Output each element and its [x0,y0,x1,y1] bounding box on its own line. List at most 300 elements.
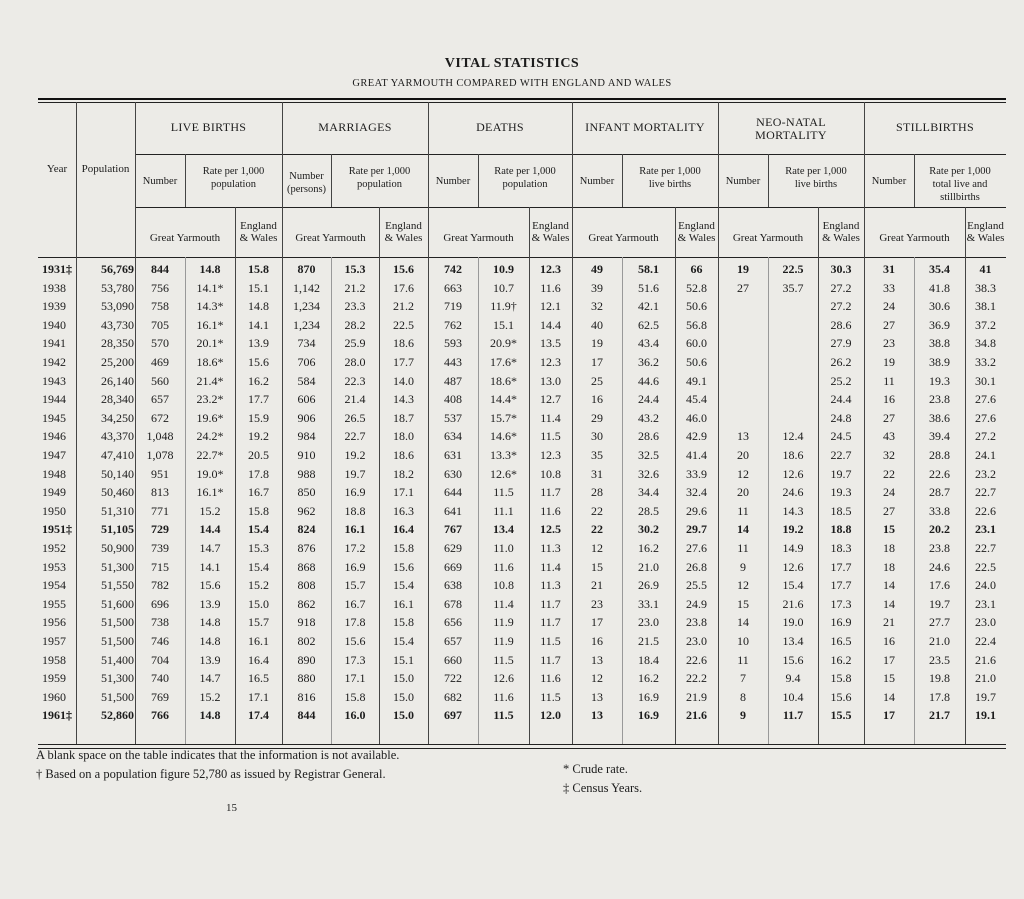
live-births-ew-rate-cell: 15.1 [248,280,269,295]
deaths-gy-rate-cell: 13.3* [490,448,517,462]
neo-natal-mortality-ew-rate-cell: 22.7 [830,448,852,462]
marriages-number-label: (persons) [286,184,327,195]
deaths-ew-rate-cell: 11.4 [540,410,561,425]
stillbirths-ew-rate-cell: 22.5 [975,559,996,574]
live-births-number-label: Number [142,176,178,187]
infant-mortality-ew-rate-cell: 23.0 [686,634,707,648]
marriages-ew-rate-cell: 15.4 [393,634,414,648]
marriages-number-cell: 1,234 [293,317,320,332]
rule-data-top [38,257,1006,258]
marriages-great-yarmouth-label: Great Yarmouth [295,232,366,244]
deaths-ew-rate-cell: 12.5 [540,522,561,537]
stillbirths-gy-rate-cell: 23.8 [929,392,950,407]
infant-mortality-england-wales-label: & Wales [677,232,716,244]
neo-natal-mortality-ew-rate-cell: 28.6 [830,317,852,332]
deaths-gy-rate-cell: 14.4* [490,392,517,407]
infant-mortality-gy-rate-cell: 16.9 [638,708,659,723]
deaths-gy-rate-cell: 15.1 [493,317,514,332]
neo-natal-mortality-gy-rate-cell: 12.4 [782,429,804,444]
neo-natal-mortality-ew-rate-cell: 25.2 [830,373,852,388]
stillbirths-ew-rate-cell: 19.7 [975,689,996,704]
live-births-ew-rate-cell: 17.7 [248,392,269,407]
infant-mortality-ew-rate-cell: 26.8 [686,559,707,574]
marriages-ew-rate-cell: 17.1 [393,485,414,500]
infant-mortality-ew-rate-cell: 29.7 [686,522,707,537]
live-births-england-wales-label: & Wales [239,232,278,244]
deaths-gy-rate-cell: 10.7 [493,280,514,295]
neo-natal-mortality-gy-rate-cell: 35.7 [782,280,804,295]
live-births-number-cell: 560 [151,373,169,388]
marriages-number-cell: 1,234 [293,299,320,314]
live-births-gy-rate-cell: 14.7 [199,671,221,686]
deaths-ew-rate-cell: 11.7 [540,485,561,500]
row-year: 1960 [42,689,66,704]
live-births-ew-rate-cell: 16.5 [248,671,269,686]
neo-natal-mortality-gy-rate-cell: 11.7 [782,708,804,723]
live-births-number-cell: 715 [151,559,169,574]
row-population: 51,310 [101,503,134,518]
deaths-gy-rate-cell: 17.6* [490,355,517,369]
infant-mortality-ew-rate-cell: 27.6 [686,541,707,555]
infant-mortality-number-cell: 12 [591,671,603,686]
neo-natal-mortality-ew-rate-cell: 24.5 [830,429,852,444]
deaths-gy-rate-cell: 11.4 [493,596,514,611]
marriages-ew-rate-cell: 15.4 [393,578,414,593]
deaths-gy-rate-cell: 11.6 [493,689,514,704]
stillbirths-number-cell: 21 [883,615,895,630]
live-births-gy-rate-cell: 16.1* [196,485,224,500]
infant-mortality-ew-rate-cell: 46.0 [686,410,707,425]
live-births-ew-rate-cell: 15.7 [248,615,269,630]
live-births-number-cell: 844 [151,262,169,276]
stillbirths-ew-rate-cell: 24.0 [975,578,996,593]
marriages-gy-rate-cell: 17.8 [344,615,366,630]
live-births-gy-rate-cell: 20.1* [196,336,224,351]
deaths-ew-rate-cell: 11.5 [540,689,561,704]
neo-natal-mortality-number-cell: 9 [740,708,746,723]
stillbirths-number-cell: 27 [883,410,895,425]
marriages-ew-rate-cell: 21.2 [393,299,414,314]
live-births-ew-rate-cell: 14.8 [248,299,269,314]
marriages-ew-rate-cell: 15.1 [393,652,414,667]
live-births-number-cell: 704 [151,652,169,667]
marriages-ew-rate-cell: 15.0 [393,689,414,704]
marriages-ew-rate-cell: 18.2 [393,466,414,481]
marriages-gy-rate-cell: 16.0 [344,708,366,723]
infant-mortality-ew-rate-cell: 56.8 [686,317,707,332]
row-year: 1951‡ [42,522,72,537]
marriages-number-cell: 988 [297,466,316,481]
deaths-number-cell: 641 [444,503,462,518]
stillbirths-ew-rate-cell: 23.0 [975,615,996,630]
row-population: 56,769 [101,262,134,276]
marriages-ew-rate-cell: 17.7 [393,355,414,369]
neo-natal-mortality-ew-rate-cell: 27.9 [830,336,852,351]
footnote-blank-space: A blank space on the table indicates that the information is not available. [36,748,400,762]
live-births-gy-rate-cell: 13.9 [199,596,221,611]
neo-natal-mortality-number-label: Number [725,176,761,187]
live-births-number-cell: 729 [151,522,169,537]
infant-mortality-number-cell: 25 [591,373,603,388]
neo-natal-mortality-ew-rate-cell: 18.8 [830,522,852,537]
neo-natal-mortality-number-cell: 12 [737,578,749,593]
live-births-number-cell: 672 [151,410,169,425]
live-births-ew-rate-cell: 15.0 [248,596,269,611]
row-population: 51,300 [101,671,134,686]
row-population: 51,600 [101,596,134,611]
row-year: 1947 [42,448,66,462]
marriages-number-cell: 868 [297,559,316,574]
stillbirths-ew-rate-cell: 37.2 [975,317,996,332]
marriages-number-cell: 870 [297,262,316,276]
marriages-number-cell: 906 [297,410,316,425]
deaths-gy-rate-cell: 11.5 [493,485,514,500]
row-year: 1954 [42,578,66,593]
marriages-gy-rate-cell: 26.5 [344,410,366,425]
neo-natal-mortality-title: NEO-NATAL [756,115,826,129]
deaths-number-cell: 631 [444,448,462,462]
stillbirths-number-cell: 17 [883,652,895,667]
neo-natal-mortality-gy-rate-cell: 24.6 [782,485,804,500]
marriages-ew-rate-cell: 15.0 [393,708,414,723]
neo-natal-mortality-ew-rate-cell: 16.9 [830,615,852,630]
marriages-number-cell: 910 [297,448,316,462]
marriages-gy-rate-cell: 17.2 [344,541,366,555]
marriages-gy-rate-cell: 23.3 [344,299,366,314]
stillbirths-gy-rate-cell: 38.9 [929,355,950,369]
deaths-title: DEATHS [476,120,524,134]
marriages-number-cell: 1,142 [293,280,320,295]
infant-mortality-number-cell: 28 [591,485,603,500]
deaths-england-wales-label: & Wales [531,232,570,244]
stillbirths-ew-rate-cell: 27.2 [975,429,996,444]
marriages-gy-rate-cell: 17.1 [344,671,366,686]
deaths-gy-rate-cell: 11.5 [493,652,514,667]
live-births-number-cell: 657 [151,392,169,407]
live-births-ew-rate-cell: 15.4 [248,522,269,537]
neo-natal-mortality-ew-rate-cell: 18.5 [830,503,852,518]
infant-mortality-gy-rate-cell: 23.0 [638,615,659,630]
deaths-ew-rate-cell: 12.3 [540,355,561,369]
neo-natal-mortality-rate-label: Rate per 1,000 [785,166,847,177]
infant-mortality-number-cell: 16 [591,392,603,407]
live-births-ew-rate-cell: 15.2 [248,578,269,593]
infant-mortality-england-wales-label: England [678,220,715,232]
live-births-number-cell: 705 [151,317,169,332]
stillbirths-gy-rate-cell: 30.6 [929,299,950,314]
neo-natal-mortality-number-cell: 10 [737,634,749,648]
infant-mortality-gy-rate-cell: 44.6 [638,373,659,388]
infant-mortality-ew-rate-cell: 42.9 [686,429,707,444]
deaths-gy-rate-cell: 11.0 [493,541,514,555]
live-births-gy-rate-cell: 19.0* [196,466,224,481]
infant-mortality-ew-rate-cell: 29.6 [686,503,707,518]
live-births-gy-rate-cell: 23.2* [196,392,224,407]
live-births-number-cell: 696 [151,596,169,611]
live-births-gy-rate-cell: 22.7* [196,448,224,462]
stillbirths-ew-rate-cell: 41 [979,262,992,276]
row-year: 1952 [42,541,66,555]
live-births-rate-label: population [211,179,256,190]
live-births-ew-rate-cell: 17.8 [248,466,269,481]
infant-mortality-number-cell: 31 [591,466,603,481]
row-population: 28,350 [101,336,134,351]
neo-natal-mortality-ew-rate-cell: 17.7 [830,578,852,593]
infant-mortality-number-cell: 35 [591,448,603,462]
deaths-ew-rate-cell: 11.5 [540,634,561,648]
stillbirths-gy-rate-cell: 19.3 [929,373,950,388]
neo-natal-mortality-number-cell: 11 [737,503,749,518]
infant-mortality-number-cell: 22 [591,522,603,537]
deaths-number-cell: 660 [444,652,462,667]
stillbirths-number-cell: 18 [883,541,895,555]
marriages-number-cell: 984 [297,429,316,444]
stillbirths-number-cell: 23 [883,336,895,351]
live-births-gy-rate-cell: 14.7 [199,541,221,555]
infant-mortality-ew-rate-cell: 22.6 [686,652,707,667]
stillbirths-gy-rate-cell: 33.8 [929,503,950,518]
neo-natal-mortality-gy-rate-cell: 18.6 [782,448,804,462]
stillbirths-gy-rate-cell: 20.2 [929,522,950,537]
neo-natal-mortality-ew-rate-cell: 24.4 [830,392,852,407]
row-population: 50,900 [101,541,134,555]
row-year: 1939 [42,299,66,314]
marriages-gy-rate-cell: 15.8 [344,689,366,704]
infant-mortality-ew-rate-cell: 52.8 [686,280,707,295]
infant-mortality-ew-rate-cell: 22.2 [686,671,707,686]
neo-natal-mortality-gy-rate-cell: 19.0 [782,615,804,630]
stillbirths-gy-rate-cell: 24.6 [929,559,950,574]
neo-natal-mortality-ew-rate-cell: 19.3 [830,485,852,500]
live-births-number-cell: 769 [151,689,169,704]
row-population: 34,250 [101,410,134,425]
stillbirths-ew-rate-cell: 30.1 [975,373,996,388]
marriages-number-cell: 802 [297,634,316,648]
marriages-number-cell: 862 [297,596,316,611]
infant-mortality-number-cell: 19 [591,336,603,351]
page-title: VITAL STATISTICS [444,56,580,71]
neo-natal-mortality-ew-rate-cell: 15.8 [830,671,852,686]
deaths-number-cell: 638 [444,578,462,593]
infant-mortality-gy-rate-cell: 43.2 [638,410,659,425]
marriages-gy-rate-cell: 19.2 [344,448,366,462]
deaths-number-cell: 656 [444,615,462,630]
neo-natal-mortality-number-cell: 15 [737,596,749,611]
marriages-number-cell: 876 [297,541,316,555]
marriages-gy-rate-cell: 22.3 [344,373,366,388]
neo-natal-mortality-ew-rate-cell: 27.2 [830,280,852,295]
stillbirths-england-wales-label: England [967,220,1004,232]
deaths-number-cell: 593 [444,336,462,351]
row-year: 1940 [42,317,66,332]
neo-natal-mortality-number-cell: 11 [737,541,749,555]
row-year: 1943 [42,373,66,388]
deaths-number-cell: 669 [444,559,462,574]
deaths-ew-rate-cell: 11.7 [540,615,561,630]
stillbirths-number-cell: 24 [883,299,895,314]
live-births-gy-rate-cell: 24.2* [196,429,224,444]
deaths-ew-rate-cell: 11.7 [540,652,561,667]
deaths-number-cell: 487 [444,373,462,388]
live-births-gy-rate-cell: 14.8 [199,262,221,276]
stillbirths-gy-rate-cell: 22.6 [929,466,950,481]
infant-mortality-ew-rate-cell: 45.4 [686,392,707,407]
infant-mortality-gy-rate-cell: 34.4 [638,485,659,500]
stillbirths-rate-label: stillbirths [940,192,980,203]
infant-mortality-ew-rate-cell: 23.8 [686,615,707,630]
live-births-ew-rate-cell: 15.3 [248,541,269,555]
live-births-gy-rate-cell: 14.1 [199,559,221,574]
stillbirths-number-cell: 16 [883,634,895,648]
deaths-gy-rate-cell: 12.6 [493,671,514,686]
stillbirths-number-cell: 43 [883,429,895,444]
marriages-ew-rate-cell: 15.0 [393,671,414,686]
stillbirths-gy-rate-cell: 41.8 [929,280,950,295]
marriages-gy-rate-cell: 15.6 [344,634,366,648]
live-births-gy-rate-cell: 19.6* [196,410,224,425]
marriages-gy-rate-cell: 21.4 [344,392,366,407]
infant-mortality-gy-rate-cell: 43.4 [638,336,659,351]
row-year: 1953 [42,559,66,574]
neo-natal-mortality-gy-rate-cell: 19.2 [782,522,804,537]
neo-natal-mortality-ew-rate-cell: 19.7 [830,466,852,481]
row-population: 50,460 [101,485,134,500]
rule-top [38,102,1006,103]
stillbirths-gy-rate-cell: 38.8 [929,336,950,351]
row-population: 47,410 [101,448,134,462]
infant-mortality-gy-rate-cell: 33.1 [638,596,659,611]
deaths-number-cell: 663 [444,280,462,295]
marriages-england-wales-label: England [385,220,422,232]
live-births-ew-rate-cell: 16.4 [248,652,269,667]
stillbirths-gy-rate-cell: 28.8 [929,448,950,462]
live-births-ew-rate-cell: 15.6 [248,355,269,369]
marriages-ew-rate-cell: 18.6 [393,448,414,462]
neo-natal-mortality-number-cell: 14 [737,615,749,630]
infant-mortality-gy-rate-cell: 28.5 [638,503,659,518]
deaths-rate-label: population [502,179,548,190]
marriages-gy-rate-cell: 16.9 [344,559,366,574]
infant-mortality-gy-rate-cell: 16.9 [638,689,659,704]
stillbirths-ew-rate-cell: 21.0 [975,671,996,686]
infant-mortality-gy-rate-cell: 62.5 [638,317,659,332]
infant-mortality-ew-rate-cell: 50.6 [686,299,707,314]
stillbirths-title: STILLBIRTHS [896,120,974,134]
marriages-gy-rate-cell: 19.7 [344,466,366,481]
row-year: 1946 [42,429,66,444]
deaths-ew-rate-cell: 11.6 [540,671,561,686]
neo-natal-mortality-england-wales-label: England [822,220,860,232]
neo-natal-mortality-gy-rate-cell: 14.9 [782,541,804,555]
deaths-number-cell: 719 [444,299,462,314]
year-header: Year [46,163,68,175]
row-year: 1944 [42,392,66,407]
stillbirths-ew-rate-cell: 34.8 [975,336,996,351]
row-population: 51,105 [101,522,134,537]
infant-mortality-number-cell: 40 [591,317,603,332]
live-births-number-cell: 570 [151,336,169,351]
infant-mortality-gy-rate-cell: 42.1 [638,299,659,314]
footnote-dagger: † Based on a population figure 52,780 as issued by Registrar General. [36,767,386,781]
live-births-ew-rate-cell: 17.4 [248,708,269,723]
stillbirths-great-yarmouth-label: Great Yarmouth [879,232,950,244]
infant-mortality-ew-rate-cell: 21.6 [686,708,707,723]
live-births-number-cell: 782 [151,578,169,593]
live-births-number-cell: 469 [151,355,169,369]
deaths-gy-rate-cell: 11.9 [493,615,514,630]
stillbirths-number-cell: 11 [883,373,895,388]
marriages-ew-rate-cell: 15.8 [393,541,414,555]
row-population: 43,370 [101,429,134,444]
row-population: 28,340 [101,392,134,407]
infant-mortality-ew-rate-cell: 60.0 [686,336,707,351]
live-births-ew-rate-cell: 16.2 [248,373,269,388]
deaths-number-cell: 682 [444,689,462,704]
marriages-gy-rate-cell: 15.7 [344,578,366,593]
stillbirths-gy-rate-cell: 21.0 [929,634,950,648]
live-births-gy-rate-cell: 16.1* [196,317,224,332]
marriages-gy-rate-cell: 28.0 [344,355,366,369]
infant-mortality-number-cell: 17 [591,615,603,630]
marriages-number-cell: 606 [297,392,316,407]
stillbirths-ew-rate-cell: 23.1 [975,596,996,611]
infant-mortality-rate-label: Rate per 1,000 [639,166,701,177]
live-births-ew-rate-cell: 14.1 [248,317,269,332]
row-population: 51,300 [101,559,134,574]
marriages-ew-rate-cell: 14.3 [393,392,414,407]
marriages-gy-rate-cell: 15.3 [344,262,366,276]
live-births-number-cell: 1,078 [146,448,174,462]
stillbirths-gy-rate-cell: 35.4 [929,262,950,276]
page-subtitle: GREAT YARMOUTH COMPARED WITH ENGLAND AND WALES [352,78,672,89]
stillbirths-ew-rate-cell: 27.6 [975,392,996,407]
infant-mortality-number-cell: 16 [591,634,603,648]
deaths-number-cell: 629 [444,541,462,555]
neo-natal-mortality-ew-rate-cell: 17.7 [830,559,852,574]
stillbirths-number-cell: 31 [883,262,895,276]
deaths-ew-rate-cell: 11.5 [540,429,561,444]
neo-natal-mortality-ew-rate-cell: 16.5 [830,634,852,648]
marriages-ew-rate-cell: 16.4 [393,522,414,537]
stillbirths-ew-rate-cell: 22.7 [975,485,996,500]
infant-mortality-number-cell: 13 [591,708,603,723]
stillbirths-number-cell: 27 [883,503,895,518]
deaths-ew-rate-cell: 13.0 [540,373,561,388]
infant-mortality-title: INFANT MORTALITY [585,120,705,134]
row-year: 1959 [42,671,66,686]
deaths-number-cell: 657 [444,634,462,648]
live-births-ew-rate-cell: 20.5 [248,448,269,462]
deaths-gy-rate-cell: 10.9 [493,262,514,276]
marriages-number-cell: 890 [297,652,316,667]
neo-natal-mortality-gy-rate-cell: 15.4 [782,578,804,593]
row-year: 1956 [42,615,66,630]
live-births-number-cell: 756 [151,280,169,295]
stillbirths-number-cell: 14 [883,689,895,704]
live-births-gy-rate-cell: 13.9 [199,652,221,667]
row-year: 1958 [42,652,66,667]
marriages-rate-label: population [357,179,402,190]
neo-natal-mortality-number-cell: 13 [737,429,749,444]
stillbirths-ew-rate-cell: 27.6 [975,410,996,425]
infant-mortality-number-cell: 17 [591,355,603,369]
marriages-ew-rate-cell: 15.8 [393,615,414,630]
row-year: 1941 [42,336,66,351]
infant-mortality-number-cell: 21 [591,578,603,593]
neo-natal-mortality-england-wales-label: & Wales [822,232,860,244]
live-births-ew-rate-cell: 15.8 [248,503,269,518]
marriages-ew-rate-cell: 15.6 [393,559,414,574]
